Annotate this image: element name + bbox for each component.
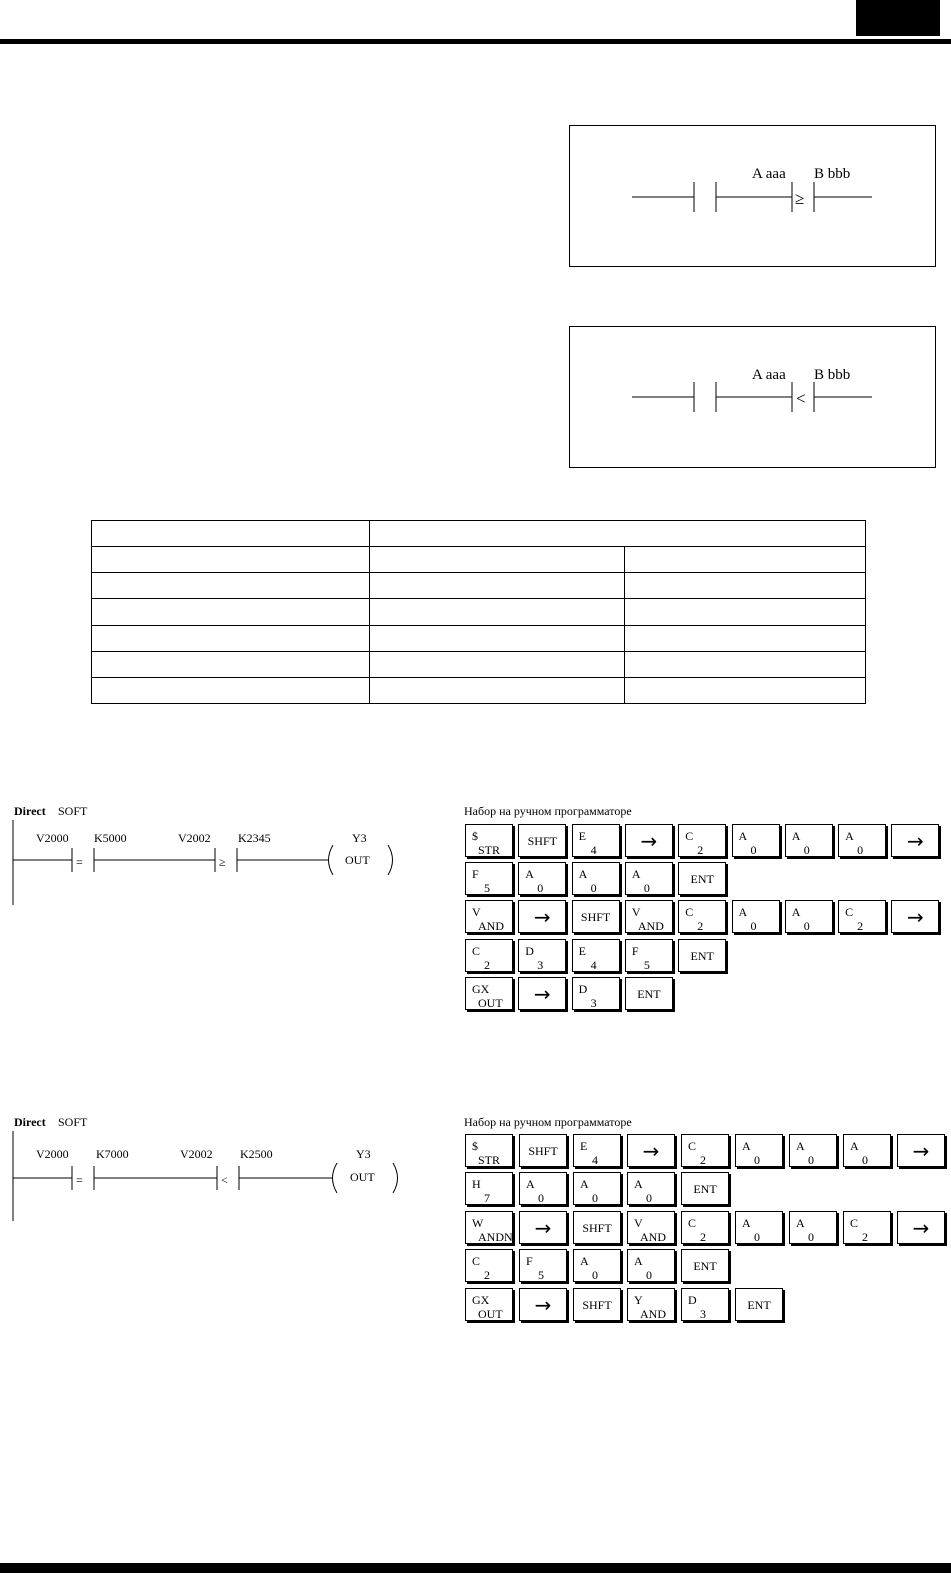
keypad-key[interactable] — [465, 1211, 513, 1244]
keypad-key[interactable] — [625, 862, 673, 895]
table-row — [92, 573, 866, 599]
table-cell — [625, 625, 866, 651]
key-bottom-label: 2 — [700, 1229, 706, 1244]
operand-b-label: B bbb — [814, 166, 851, 182]
key-bottom-label: 0 — [537, 881, 544, 896]
keypad-key[interactable] — [465, 862, 513, 895]
keypad-key[interactable] — [838, 900, 886, 933]
key-bottom-label: 2 — [697, 843, 704, 857]
table-cell — [625, 677, 866, 703]
key-top-label: $ — [472, 1139, 478, 1153]
table-cell — [370, 599, 625, 625]
keypad-key[interactable] — [735, 1211, 783, 1244]
table-cell — [370, 677, 625, 703]
key-bottom-label: OUT — [478, 995, 503, 1010]
key-top-label: H — [472, 1177, 481, 1192]
key-label: SHFT — [527, 834, 557, 848]
coil-left — [333, 1163, 338, 1193]
keypad-key[interactable] — [465, 824, 513, 857]
key-top-label: C — [688, 1215, 697, 1230]
keypad-key[interactable] — [735, 1134, 783, 1167]
key-top-label: A — [580, 1254, 589, 1269]
table-cell — [625, 599, 866, 625]
contact1-relation: = — [76, 1173, 83, 1187]
key-bottom-label: AND — [640, 1306, 666, 1321]
keypad-key[interactable] — [732, 900, 780, 933]
keypad-key[interactable] — [627, 1249, 675, 1282]
key-top-label: D — [578, 981, 588, 996]
key-bottom-label: 5 — [538, 1268, 544, 1283]
key-top-label: A — [525, 867, 534, 882]
arrow-key[interactable] — [627, 1134, 675, 1167]
table-cell — [92, 651, 370, 677]
keypad-key[interactable] — [573, 1288, 621, 1321]
key-label: SHFT — [582, 1220, 612, 1235]
key-bottom-label: 4 — [590, 957, 597, 972]
contact1-operand-b: K5000 — [94, 831, 127, 845]
key-bottom-label: 0 — [808, 1153, 814, 1167]
contact1-operand-a: V2000 — [36, 1147, 69, 1161]
keypad-key[interactable] — [838, 824, 886, 857]
key-bottom-label: 0 — [538, 1191, 544, 1206]
table-cell — [92, 547, 370, 573]
key-label: SHFT — [582, 1297, 612, 1312]
keypad-key[interactable] — [681, 1288, 729, 1321]
key-bottom-label: 5 — [643, 957, 650, 972]
keypad-key[interactable] — [785, 824, 833, 857]
table-row — [92, 625, 866, 651]
key-top-label: V — [631, 905, 641, 920]
key-bottom-label: 0 — [803, 919, 810, 934]
arrow-key[interactable] — [891, 900, 939, 933]
brand-direct: Direct — [14, 804, 46, 818]
keypad-key[interactable] — [678, 824, 726, 857]
key-top-label: GX — [472, 981, 490, 996]
brand-soft: SOFT — [58, 804, 88, 818]
keypad-key[interactable] — [573, 1249, 621, 1282]
table-cell — [370, 651, 625, 677]
right-arrow-icon: → — [534, 1292, 552, 1317]
table-row — [92, 547, 866, 573]
keypad-key[interactable] — [625, 939, 673, 972]
key-top-label: C — [472, 1254, 481, 1269]
coil-right — [393, 1163, 398, 1193]
table-cell — [625, 547, 866, 573]
key-bottom-label: OUT — [478, 1306, 503, 1321]
right-arrow-icon: → — [534, 1215, 552, 1240]
right-arrow-icon: → — [912, 1139, 930, 1163]
table-row — [92, 599, 866, 625]
keypad-key[interactable] — [465, 1288, 513, 1321]
operand-b-label: B bbb — [814, 367, 851, 383]
keypad-key[interactable] — [573, 1211, 621, 1244]
keypad-key[interactable] — [843, 1211, 891, 1244]
chapter-tab — [856, 0, 940, 36]
keypad-key[interactable] — [518, 939, 566, 972]
table-cell — [92, 625, 370, 651]
key-bottom-label: 0 — [754, 1153, 760, 1167]
arrow-key[interactable] — [897, 1134, 945, 1167]
key-top-label: C — [688, 1139, 697, 1153]
right-arrow-icon: → — [907, 905, 924, 930]
key-bottom-label: 0 — [750, 843, 757, 857]
right-arrow-icon: → — [533, 981, 551, 1006]
right-arrow-icon: → — [912, 1215, 930, 1240]
key-top-label: A — [796, 1215, 805, 1230]
contact1-operand-a: V2000 — [36, 831, 69, 845]
header-rule — [0, 39, 951, 44]
key-label: ENT — [747, 1297, 771, 1312]
key-top-label: A — [526, 1177, 535, 1192]
keypad-key[interactable] — [681, 1211, 729, 1244]
keypad-key[interactable] — [625, 900, 673, 933]
keypad-key[interactable] — [572, 977, 620, 1010]
arrow-key[interactable] — [897, 1211, 945, 1244]
table-cell — [92, 521, 370, 547]
key-bottom-label: 2 — [857, 919, 864, 934]
contact1-relation: = — [76, 855, 83, 869]
keypad-key[interactable] — [785, 900, 833, 933]
key-bottom-label: 2 — [700, 1153, 706, 1167]
table-cell — [370, 547, 625, 573]
arrow-key[interactable] — [518, 977, 566, 1010]
key-bottom-label: STR — [478, 1153, 501, 1167]
key-top-label: C — [845, 905, 854, 920]
keypad-key[interactable] — [678, 900, 726, 933]
ladder-rung-example-1 — [10, 800, 410, 910]
key-top-label: A — [578, 867, 588, 882]
arrow-key[interactable] — [625, 824, 673, 857]
key-bottom-label: 0 — [592, 1268, 598, 1283]
keypad-key[interactable] — [465, 977, 513, 1010]
keypad-key[interactable] — [519, 1172, 567, 1205]
key-label: SHFT — [528, 1144, 558, 1158]
key-top-label: C — [685, 905, 694, 920]
keypad-key[interactable] — [572, 824, 620, 857]
contact2-operand-b: K2500 — [240, 1147, 273, 1161]
key-bottom-label: 0 — [750, 919, 757, 934]
symbol-box-lt — [569, 326, 936, 468]
key-bottom-label: 5 — [484, 881, 490, 896]
keypad-key[interactable] — [519, 1249, 567, 1282]
keypad-key[interactable] — [573, 1134, 621, 1167]
keypad-key[interactable] — [519, 1134, 567, 1167]
arrow-key[interactable] — [519, 1211, 567, 1244]
table-cell — [92, 599, 370, 625]
operand-a-label: A aaa — [752, 367, 786, 383]
relation-sign: < — [796, 389, 806, 408]
key-bottom-label: 0 — [643, 881, 650, 896]
symbol-box-ge — [569, 125, 936, 267]
contact2-operand-b: K2345 — [238, 831, 271, 845]
coil-left — [329, 845, 334, 875]
key-top-label: A — [791, 905, 801, 920]
key-label: ENT — [693, 1182, 717, 1197]
keypad-key[interactable] — [518, 862, 566, 895]
key-top-label: F — [631, 943, 639, 958]
keypad-key[interactable] — [625, 977, 673, 1010]
key-bottom-label: 3 — [590, 995, 597, 1010]
key-label: ENT — [690, 872, 714, 887]
key-top-label: A — [845, 829, 854, 843]
table-cell — [625, 573, 866, 599]
keypad-key[interactable] — [518, 824, 566, 857]
footer-rule — [0, 1563, 951, 1573]
key-bottom-label: STR — [478, 843, 501, 857]
right-arrow-icon: → — [640, 829, 658, 853]
right-arrow-icon: → — [907, 829, 924, 853]
key-top-label: C — [685, 829, 694, 843]
key-bottom-label: 0 — [862, 1153, 868, 1167]
key-top-label: D — [688, 1292, 697, 1307]
keypad-key[interactable] — [465, 1134, 513, 1167]
key-bottom-label: AND — [478, 919, 504, 934]
key-bottom-label: 2 — [862, 1229, 868, 1244]
keypad-key[interactable] — [627, 1172, 675, 1205]
key-bottom-label: 3 — [700, 1306, 706, 1321]
coil-right — [388, 845, 393, 875]
operand-a-label: A aaa — [752, 166, 786, 182]
keypad-key[interactable] — [572, 900, 620, 933]
keypad-key[interactable] — [735, 1288, 783, 1321]
key-bottom-label: 0 — [646, 1268, 652, 1283]
keypad-key[interactable] — [681, 1249, 729, 1282]
ladder-rung-example-2 — [10, 1111, 410, 1226]
contact2-relation: < — [221, 1173, 228, 1187]
key-top-label: A — [580, 1177, 589, 1192]
key-top-label: GX — [472, 1292, 490, 1307]
arrow-key[interactable] — [519, 1288, 567, 1321]
key-top-label: A — [738, 905, 748, 920]
key-bottom-label: 0 — [803, 843, 810, 857]
brand-soft: SOFT — [58, 1115, 88, 1129]
table-cell — [370, 625, 625, 651]
key-label: SHFT — [580, 910, 611, 925]
keypad-title-1: Набор на ручном программаторе — [464, 804, 632, 818]
key-bottom-label: 2 — [484, 957, 490, 972]
contact1-operand-b: K7000 — [96, 1147, 129, 1161]
table-cell — [625, 651, 866, 677]
keypad-key[interactable] — [681, 1172, 729, 1205]
contact2-operand-a: V2002 — [180, 1147, 213, 1161]
key-bottom-label: 3 — [537, 957, 544, 972]
keypad-title-2: Набор на ручном программаторе — [464, 1115, 632, 1129]
keypad-key[interactable] — [465, 1172, 513, 1205]
keypad-key[interactable] — [465, 1249, 513, 1282]
key-top-label: F — [472, 867, 479, 882]
key-top-label: E — [578, 829, 586, 843]
key-label: ENT — [693, 1259, 717, 1274]
keypad-key[interactable] — [572, 862, 620, 895]
key-top-label: A — [796, 1139, 805, 1153]
lt-contact-symbol — [570, 327, 935, 467]
keypad-key[interactable] — [465, 900, 513, 933]
key-bottom-label: 0 — [754, 1229, 760, 1244]
key-bottom-label: 2 — [484, 1268, 490, 1283]
table-cell — [92, 677, 370, 703]
key-top-label: Y — [634, 1292, 643, 1307]
table-row — [92, 651, 866, 677]
key-bottom-label: 0 — [646, 1191, 652, 1206]
right-arrow-icon: → — [533, 905, 551, 930]
key-bottom-label: 0 — [808, 1229, 814, 1244]
key-label: ENT — [690, 948, 714, 963]
key-top-label: A — [634, 1254, 643, 1269]
table-row — [92, 677, 866, 703]
key-top-label: A — [742, 1215, 751, 1230]
key-bottom-label: 4 — [592, 1153, 598, 1167]
key-bottom-label: AND — [637, 919, 664, 934]
key-bottom-label: 0 — [592, 1191, 598, 1206]
keypad-key[interactable] — [843, 1134, 891, 1167]
key-bottom-label: 2 — [697, 919, 704, 934]
right-arrow-icon: → — [642, 1139, 660, 1163]
keypad-key[interactable] — [789, 1211, 837, 1244]
key-top-label: $ — [472, 829, 478, 843]
keypad-key[interactable] — [678, 939, 726, 972]
key-top-label: C — [850, 1215, 859, 1230]
key-bottom-label: 0 — [590, 881, 597, 896]
key-top-label: A — [634, 1177, 643, 1192]
key-top-label: E — [578, 943, 586, 958]
coil-address: Y3 — [356, 1147, 371, 1161]
key-bottom-label: ANDN — [478, 1229, 513, 1244]
key-top-label: W — [472, 1215, 484, 1230]
key-top-label: F — [526, 1254, 533, 1269]
coil-address: Y3 — [352, 831, 367, 845]
keypad-key[interactable] — [627, 1288, 675, 1321]
operand-table — [91, 520, 866, 704]
key-bottom-label: AND — [640, 1229, 666, 1244]
contact2-operand-a: V2002 — [178, 831, 211, 845]
arrow-key[interactable] — [518, 900, 566, 933]
table-header-row — [92, 521, 866, 547]
keypad-key[interactable] — [572, 939, 620, 972]
table-cell — [92, 573, 370, 599]
keypad-key[interactable] — [789, 1134, 837, 1167]
key-top-label: V — [472, 905, 481, 920]
relation-sign: ≥ — [795, 189, 805, 208]
key-top-label: A — [742, 1139, 751, 1153]
key-top-label: E — [580, 1139, 588, 1153]
coil-label: OUT — [345, 853, 370, 867]
keypad-key[interactable] — [678, 862, 726, 895]
coil-label: OUT — [350, 1170, 375, 1184]
key-bottom-label: 7 — [484, 1191, 490, 1206]
contact2-relation: ≥ — [219, 855, 226, 869]
keypad-key[interactable] — [627, 1211, 675, 1244]
ge-contact-symbol — [570, 126, 935, 266]
keypad-key[interactable] — [681, 1134, 729, 1167]
key-top-label: D — [525, 943, 534, 958]
key-bottom-label: 4 — [590, 843, 597, 857]
key-label: ENT — [637, 986, 661, 1001]
brand-direct: Direct — [14, 1115, 46, 1129]
key-bottom-label: 0 — [857, 843, 864, 857]
table-cell — [370, 521, 866, 547]
table-cell — [370, 573, 625, 599]
key-top-label: A — [791, 829, 801, 843]
keypad-key[interactable] — [573, 1172, 621, 1205]
key-top-label: A — [850, 1139, 859, 1153]
key-top-label: A — [631, 867, 641, 882]
keypad-key[interactable] — [732, 824, 780, 857]
key-top-label: C — [472, 943, 481, 958]
arrow-key[interactable] — [891, 824, 939, 857]
key-top-label: A — [738, 829, 748, 843]
keypad-key[interactable] — [465, 939, 513, 972]
key-top-label: V — [634, 1215, 643, 1230]
